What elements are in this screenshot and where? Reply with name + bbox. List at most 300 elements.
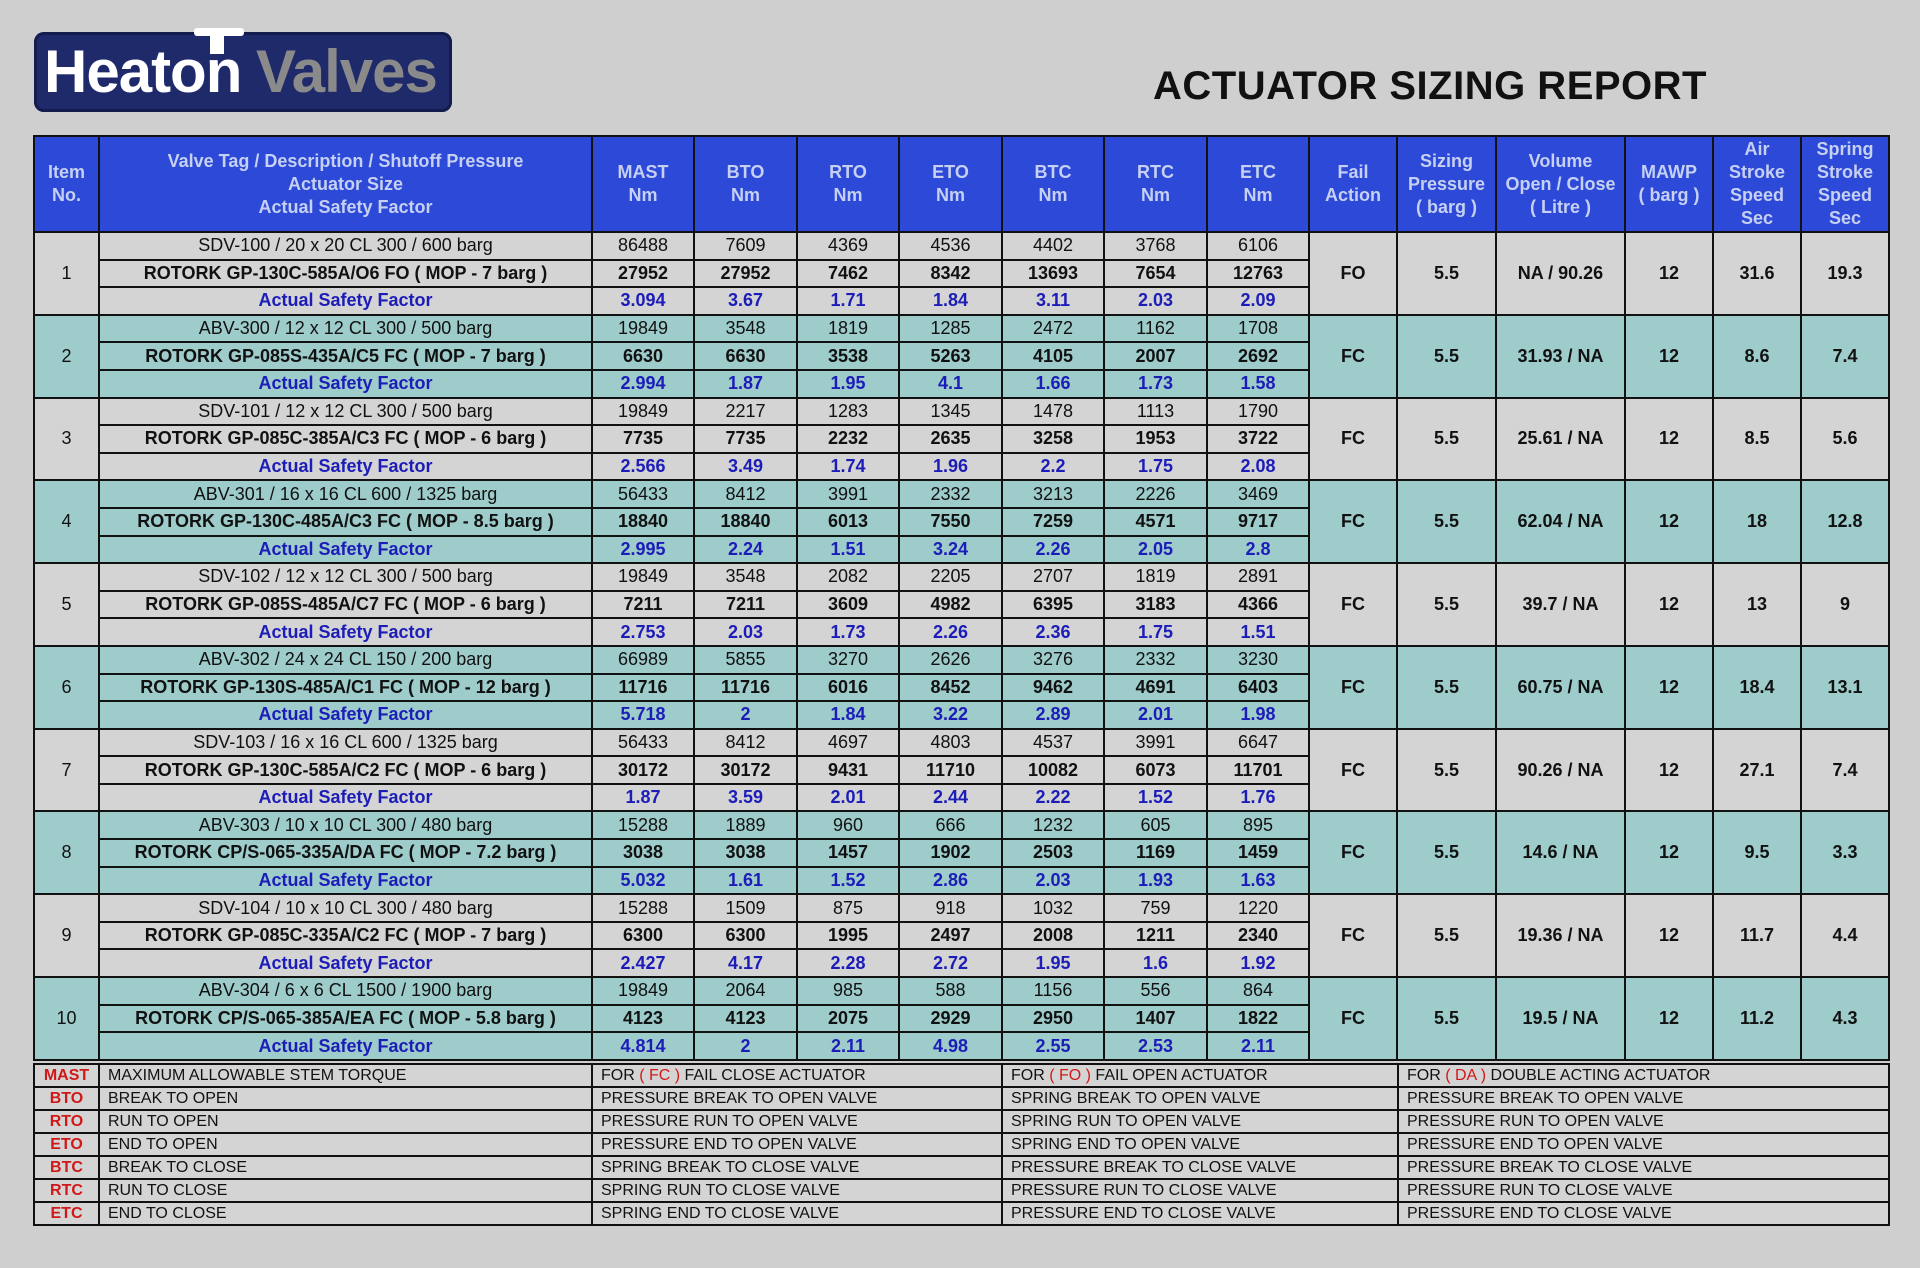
rto-actuator-torque: 2075: [797, 1005, 899, 1033]
valve-tag: ABV-302 / 24 x 24 CL 150 / 200 barg: [99, 646, 592, 674]
fail-action: FC: [1309, 563, 1397, 646]
btc-safety-factor: 2.26: [1002, 536, 1104, 564]
rto-safety-factor: 1.95: [797, 370, 899, 398]
sizing-pressure: 5.5: [1397, 729, 1496, 812]
mawp: 12: [1625, 811, 1713, 894]
legend-da-item: PRESSURE BREAK TO CLOSE VALVE: [1398, 1156, 1889, 1179]
bto-actuator-torque: 6630: [694, 342, 797, 370]
mast-actuator-torque: 4123: [592, 1005, 694, 1033]
bto-value: 3548: [694, 563, 797, 591]
header-line: RTC: [1137, 162, 1174, 182]
air-stroke-speed: 18.4: [1713, 646, 1801, 729]
actuator-size: ROTORK GP-085S-485A/C7 FC ( MOP - 6 barg ): [99, 591, 592, 619]
header-line: Sec: [1740, 208, 1774, 228]
header-line: Nm: [1140, 185, 1170, 205]
btc-actuator-torque: 2008: [1002, 922, 1104, 950]
header-spring-stroke-speed: [1801, 136, 1889, 232]
actuator-sizing-table: [33, 135, 1890, 1061]
etc-safety-factor: 1.92: [1207, 949, 1309, 977]
rtc-safety-factor: 1.6: [1104, 949, 1207, 977]
etc-value: 864: [1207, 977, 1309, 1005]
btc-safety-factor: 2.89: [1002, 701, 1104, 729]
mast-safety-factor: 3.094: [592, 287, 694, 315]
rtc-actuator-torque: 1211: [1104, 922, 1207, 950]
item-number: 6: [34, 646, 99, 729]
actuator-size: ROTORK GP-085C-335A/C2 FC ( MOP - 7 barg ): [99, 922, 592, 950]
rtc-actuator-torque: 1407: [1104, 1005, 1207, 1033]
eto-actuator-torque: 5263: [899, 342, 1002, 370]
header-sizing-pressure: [1397, 136, 1496, 232]
header-line: Spring: [1816, 139, 1874, 159]
mawp: 12: [1625, 646, 1713, 729]
actuator-size: ROTORK GP-130C-485A/C3 FC ( MOP - 8.5 barg ): [99, 508, 592, 536]
sizing-pressure: 5.5: [1397, 894, 1496, 977]
eto-safety-factor: 1.84: [899, 287, 1002, 315]
air-stroke-speed: 13: [1713, 563, 1801, 646]
item-number: 3: [34, 398, 99, 481]
sizing-pressure: 5.5: [1397, 232, 1496, 315]
legend-row: [34, 1202, 1889, 1225]
legend-head-code: ( FO ): [1049, 1066, 1091, 1084]
bto-actuator-torque: 6300: [694, 922, 797, 950]
mast-value: 66989: [592, 646, 694, 674]
etc-value: 895: [1207, 811, 1309, 839]
legend-row: [34, 1110, 1889, 1133]
mast-safety-factor: 2.994: [592, 370, 694, 398]
rtc-actuator-torque: 3183: [1104, 591, 1207, 619]
mast-safety-factor: 4.814: [592, 1032, 694, 1060]
etc-value: 6106: [1207, 232, 1309, 260]
btc-value: 1032: [1002, 894, 1104, 922]
bto-actuator-torque: 7211: [694, 591, 797, 619]
actuator-size: ROTORK GP-130S-485A/C1 FC ( MOP - 12 barg ): [99, 674, 592, 702]
header-rto: [797, 136, 899, 232]
safety-factor-label: Actual Safety Factor: [99, 618, 592, 646]
item-number: 9: [34, 894, 99, 977]
eto-safety-factor: 3.22: [899, 701, 1002, 729]
rtc-actuator-torque: 4691: [1104, 674, 1207, 702]
btc-value: 1232: [1002, 811, 1104, 839]
header-line: Pressure: [1407, 173, 1486, 194]
bto-value: 2064: [694, 977, 797, 1005]
rtc-value: 605: [1104, 811, 1207, 839]
header-btc: [1002, 136, 1104, 232]
rtc-value: 556: [1104, 977, 1207, 1005]
mawp: 12: [1625, 480, 1713, 563]
legend-code: ETC: [34, 1202, 99, 1225]
legend-head-prefix: FOR: [1011, 1066, 1050, 1084]
btc-value: 2472: [1002, 315, 1104, 343]
header-mast: [592, 136, 694, 232]
mast-safety-factor: 5.718: [592, 701, 694, 729]
item-number: 4: [34, 480, 99, 563]
rto-value: 960: [797, 811, 899, 839]
header-line: Air: [1744, 139, 1770, 159]
sizing-pressure: 5.5: [1397, 315, 1496, 398]
eto-actuator-torque: 4982: [899, 591, 1002, 619]
header-line: RTO: [829, 162, 867, 182]
volume-open-close: 62.04 / NA: [1496, 480, 1625, 563]
rto-value: 2082: [797, 563, 899, 591]
header-line: Open / Close: [1505, 173, 1616, 194]
legend-meaning: RUN TO OPEN: [99, 1110, 592, 1133]
legend-fc-item: SPRING END TO CLOSE VALVE: [592, 1202, 1002, 1225]
valve-tag: ABV-301 / 16 x 16 CL 600 / 1325 barg: [99, 480, 592, 508]
header-line: MAST: [617, 162, 669, 182]
bto-safety-factor: 2.03: [694, 618, 797, 646]
etc-value: 3230: [1207, 646, 1309, 674]
mast-safety-factor: 2.753: [592, 618, 694, 646]
eto-actuator-torque: 8452: [899, 674, 1002, 702]
etc-safety-factor: 1.98: [1207, 701, 1309, 729]
eto-safety-factor: 3.24: [899, 536, 1002, 564]
mast-actuator-torque: 6630: [592, 342, 694, 370]
eto-value: 2205: [899, 563, 1002, 591]
bto-actuator-torque: 30172: [694, 756, 797, 784]
mast-value: 19849: [592, 398, 694, 426]
bto-value: 7609: [694, 232, 797, 260]
mast-value: 19849: [592, 315, 694, 343]
btc-actuator-torque: 10082: [1002, 756, 1104, 784]
btc-value: 3213: [1002, 480, 1104, 508]
mawp: 12: [1625, 729, 1713, 812]
eto-actuator-torque: 11710: [899, 756, 1002, 784]
actuator-size: ROTORK GP-130C-585A/C2 FC ( MOP - 6 barg ): [99, 756, 592, 784]
header-fail-action: [1309, 136, 1397, 232]
legend-fo-item: SPRING BREAK TO OPEN VALVE: [1002, 1087, 1398, 1110]
air-stroke-speed: 18: [1713, 480, 1801, 563]
rto-safety-factor: 1.71: [797, 287, 899, 315]
legend-fo-item: SPRING END TO OPEN VALVE: [1002, 1133, 1398, 1156]
spring-stroke-speed: 4.4: [1801, 894, 1889, 977]
rto-value: 4697: [797, 729, 899, 757]
legend-meaning: RUN TO CLOSE: [99, 1179, 592, 1202]
etc-actuator-torque: 2692: [1207, 342, 1309, 370]
legend-row: [34, 1156, 1889, 1179]
sizing-pressure: 5.5: [1397, 398, 1496, 481]
bto-value: 1509: [694, 894, 797, 922]
header-line: ( barg ): [1416, 196, 1477, 217]
legend-da-head: [1398, 1064, 1889, 1087]
fail-action: FC: [1309, 646, 1397, 729]
bto-safety-factor: 4.17: [694, 949, 797, 977]
legend-code: BTC: [34, 1156, 99, 1179]
safety-factor-label: Actual Safety Factor: [99, 867, 592, 895]
eto-value: 4536: [899, 232, 1002, 260]
legend-body: [34, 1064, 1889, 1225]
mast-safety-factor: 5.032: [592, 867, 694, 895]
header-line: ( Litre ): [1530, 196, 1591, 217]
header-line: Nm: [628, 185, 658, 205]
volume-open-close: 19.36 / NA: [1496, 894, 1625, 977]
etc-actuator-torque: 12763: [1207, 260, 1309, 288]
table-row: [34, 398, 1889, 426]
bto-actuator-torque: 4123: [694, 1005, 797, 1033]
rto-value: 3270: [797, 646, 899, 674]
legend-fo-item: PRESSURE END TO CLOSE VALVE: [1002, 1202, 1398, 1225]
table-row: [34, 232, 1889, 260]
btc-actuator-torque: 13693: [1002, 260, 1104, 288]
rto-safety-factor: 2.28: [797, 949, 899, 977]
legend-code: BTO: [34, 1087, 99, 1110]
btc-value: 3276: [1002, 646, 1104, 674]
item-number: 1: [34, 232, 99, 315]
btc-safety-factor: 2.55: [1002, 1032, 1104, 1060]
safety-factor-label: Actual Safety Factor: [99, 536, 592, 564]
rtc-actuator-torque: 2007: [1104, 342, 1207, 370]
volume-open-close: 25.61 / NA: [1496, 398, 1625, 481]
header-line: ( barg ): [1638, 185, 1700, 205]
rtc-actuator-torque: 4571: [1104, 508, 1207, 536]
legend-da-item: PRESSURE RUN TO OPEN VALVE: [1398, 1110, 1889, 1133]
mast-value: 15288: [592, 811, 694, 839]
safety-factor-label: Actual Safety Factor: [99, 784, 592, 812]
etc-safety-factor: 2.8: [1207, 536, 1309, 564]
rto-safety-factor: 1.74: [797, 453, 899, 481]
btc-actuator-torque: 7259: [1002, 508, 1104, 536]
eto-actuator-torque: 2929: [899, 1005, 1002, 1033]
eto-safety-factor: 1.96: [899, 453, 1002, 481]
btc-safety-factor: 2.2: [1002, 453, 1104, 481]
valve-tag: ABV-300 / 12 x 12 CL 300 / 500 barg: [99, 315, 592, 343]
header-line: Stroke: [1816, 162, 1874, 182]
legend-head-code: ( FC ): [639, 1066, 681, 1084]
legend-head-code: ( DA ): [1445, 1066, 1487, 1084]
mast-actuator-torque: 7211: [592, 591, 694, 619]
etc-value: 1708: [1207, 315, 1309, 343]
rto-value: 3991: [797, 480, 899, 508]
air-stroke-speed: 27.1: [1713, 729, 1801, 812]
header-line: Stroke: [1728, 162, 1786, 182]
rto-safety-factor: 1.84: [797, 701, 899, 729]
air-stroke-speed: 11.7: [1713, 894, 1801, 977]
rtc-value: 1819: [1104, 563, 1207, 591]
bto-safety-factor: 1.61: [694, 867, 797, 895]
rto-safety-factor: 1.51: [797, 536, 899, 564]
company-logo: [34, 32, 452, 112]
air-stroke-speed: 9.5: [1713, 811, 1801, 894]
etc-actuator-torque: 2340: [1207, 922, 1309, 950]
btc-actuator-torque: 2503: [1002, 839, 1104, 867]
rto-value: 1819: [797, 315, 899, 343]
rtc-safety-factor: 1.93: [1104, 867, 1207, 895]
bto-value: 2217: [694, 398, 797, 426]
actuator-size: ROTORK CP/S-065-335A/DA FC ( MOP - 7.2 barg ): [99, 839, 592, 867]
legend-row: [34, 1133, 1889, 1156]
sizing-pressure: 5.5: [1397, 977, 1496, 1060]
rtc-safety-factor: 2.03: [1104, 287, 1207, 315]
rtc-actuator-torque: 1169: [1104, 839, 1207, 867]
etc-safety-factor: 2.08: [1207, 453, 1309, 481]
valve-tag: ABV-304 / 6 x 6 CL 1500 / 1900 barg: [99, 977, 592, 1005]
bto-actuator-torque: 11716: [694, 674, 797, 702]
legend-code: RTO: [34, 1110, 99, 1133]
header-bto: [694, 136, 797, 232]
header-line: Sizing: [1420, 150, 1473, 171]
table-row: [34, 977, 1889, 1005]
volume-open-close: 31.93 / NA: [1496, 315, 1625, 398]
valve-tag: SDV-102 / 12 x 12 CL 300 / 500 barg: [99, 563, 592, 591]
volume-open-close: 39.7 / NA: [1496, 563, 1625, 646]
spring-stroke-speed: 4.3: [1801, 977, 1889, 1060]
item-number: 5: [34, 563, 99, 646]
fail-action: FC: [1309, 315, 1397, 398]
btc-safety-factor: 2.22: [1002, 784, 1104, 812]
safety-factor-label: Actual Safety Factor: [99, 1032, 592, 1060]
eto-value: 4803: [899, 729, 1002, 757]
abbreviation-legend: [33, 1063, 1890, 1226]
header-line: Speed: [1817, 185, 1873, 205]
legend-row: [34, 1087, 1889, 1110]
bto-safety-factor: 1.87: [694, 370, 797, 398]
mast-safety-factor: 2.995: [592, 536, 694, 564]
fail-action: FC: [1309, 894, 1397, 977]
bto-safety-factor: 3.49: [694, 453, 797, 481]
legend-fc-item: PRESSURE BREAK TO OPEN VALVE: [592, 1087, 1002, 1110]
mast-value: 19849: [592, 563, 694, 591]
legend-fc-item: SPRING RUN TO CLOSE VALVE: [592, 1179, 1002, 1202]
fail-action: FC: [1309, 480, 1397, 563]
etc-safety-factor: 1.51: [1207, 618, 1309, 646]
legend-fc-item: PRESSURE END TO OPEN VALVE: [592, 1133, 1002, 1156]
eto-value: 666: [899, 811, 1002, 839]
eto-actuator-torque: 2635: [899, 425, 1002, 453]
rto-value: 4369: [797, 232, 899, 260]
rtc-value: 2332: [1104, 646, 1207, 674]
eto-value: 588: [899, 977, 1002, 1005]
header-line: Action: [1325, 185, 1381, 205]
mawp: 12: [1625, 315, 1713, 398]
table-row: [34, 811, 1889, 839]
rtc-safety-factor: 1.73: [1104, 370, 1207, 398]
spring-stroke-speed: 9: [1801, 563, 1889, 646]
spring-stroke-speed: 12.8: [1801, 480, 1889, 563]
btc-value: 2707: [1002, 563, 1104, 591]
rtc-value: 1113: [1104, 398, 1207, 426]
legend-head-prefix: FOR: [1407, 1066, 1446, 1084]
logo-word-valves: Valves: [256, 38, 437, 105]
header-line: MAWP: [1641, 162, 1697, 182]
rto-actuator-torque: 7462: [797, 260, 899, 288]
eto-value: 2626: [899, 646, 1002, 674]
table-header-row: [34, 136, 1889, 232]
eto-value: 918: [899, 894, 1002, 922]
bto-actuator-torque: 27952: [694, 260, 797, 288]
spring-stroke-speed: 13.1: [1801, 646, 1889, 729]
fail-action: FC: [1309, 398, 1397, 481]
eto-actuator-torque: 1902: [899, 839, 1002, 867]
header-line: No.: [52, 185, 81, 205]
mast-actuator-torque: 6300: [592, 922, 694, 950]
mast-actuator-torque: 11716: [592, 674, 694, 702]
etc-value: 6647: [1207, 729, 1309, 757]
bto-value: 5855: [694, 646, 797, 674]
etc-actuator-torque: 6403: [1207, 674, 1309, 702]
eto-value: 1285: [899, 315, 1002, 343]
sizing-pressure: 5.5: [1397, 646, 1496, 729]
eto-actuator-torque: 2497: [899, 922, 1002, 950]
header-line: Fail: [1337, 162, 1369, 182]
air-stroke-speed: 8.6: [1713, 315, 1801, 398]
rtc-safety-factor: 2.53: [1104, 1032, 1207, 1060]
btc-value: 4402: [1002, 232, 1104, 260]
fail-action: FO: [1309, 232, 1397, 315]
header-line: BTC: [1034, 162, 1072, 182]
legend-fc-item: SPRING BREAK TO CLOSE VALVE: [592, 1156, 1002, 1179]
bto-safety-factor: 3.67: [694, 287, 797, 315]
volume-open-close: 90.26 / NA: [1496, 729, 1625, 812]
etc-value: 1790: [1207, 398, 1309, 426]
fail-action: FC: [1309, 977, 1397, 1060]
mast-actuator-torque: 7735: [592, 425, 694, 453]
mawp: 12: [1625, 563, 1713, 646]
etc-safety-factor: 2.11: [1207, 1032, 1309, 1060]
rtc-safety-factor: 1.75: [1104, 618, 1207, 646]
rtc-value: 759: [1104, 894, 1207, 922]
etc-safety-factor: 1.76: [1207, 784, 1309, 812]
btc-actuator-torque: 2950: [1002, 1005, 1104, 1033]
mast-actuator-torque: 18840: [592, 508, 694, 536]
legend-head-title: FAIL CLOSE ACTUATOR: [680, 1066, 866, 1084]
header-line: Actuator Size: [287, 173, 404, 194]
legend-fc-item: PRESSURE RUN TO OPEN VALVE: [592, 1110, 1002, 1133]
safety-factor-label: Actual Safety Factor: [99, 949, 592, 977]
bto-safety-factor: 3.59: [694, 784, 797, 812]
btc-safety-factor: 1.95: [1002, 949, 1104, 977]
legend-da-item: PRESSURE RUN TO CLOSE VALVE: [1398, 1179, 1889, 1202]
header-eto: [899, 136, 1002, 232]
etc-value: 2891: [1207, 563, 1309, 591]
bto-value: 3548: [694, 315, 797, 343]
rto-value: 985: [797, 977, 899, 1005]
rto-actuator-torque: 6013: [797, 508, 899, 536]
header-mawp: [1625, 136, 1713, 232]
legend-meaning: BREAK TO CLOSE: [99, 1156, 592, 1179]
bto-actuator-torque: 7735: [694, 425, 797, 453]
btc-safety-factor: 1.66: [1002, 370, 1104, 398]
rto-actuator-torque: 9431: [797, 756, 899, 784]
legend-da-item: PRESSURE END TO CLOSE VALVE: [1398, 1202, 1889, 1225]
bto-value: 8412: [694, 480, 797, 508]
bto-value: 8412: [694, 729, 797, 757]
legend-row: [34, 1064, 1889, 1087]
legend-fo-item: PRESSURE RUN TO CLOSE VALVE: [1002, 1179, 1398, 1202]
actuator-size: ROTORK GP-085S-435A/C5 FC ( MOP - 7 barg ): [99, 342, 592, 370]
legend-fo-head: [1002, 1064, 1398, 1087]
eto-actuator-torque: 7550: [899, 508, 1002, 536]
rtc-safety-factor: 2.05: [1104, 536, 1207, 564]
valve-tag: ABV-303 / 10 x 10 CL 300 / 480 barg: [99, 811, 592, 839]
legend-fo-item: PRESSURE BREAK TO CLOSE VALVE: [1002, 1156, 1398, 1179]
header-line: Volume: [1528, 150, 1593, 171]
legend-fc-head: [592, 1064, 1002, 1087]
legend-code: RTC: [34, 1179, 99, 1202]
mast-safety-factor: 2.427: [592, 949, 694, 977]
header-line: Valve Tag / Description / Shutoff Pressure: [167, 150, 524, 171]
etc-safety-factor: 1.63: [1207, 867, 1309, 895]
header-line: ETO: [932, 162, 969, 182]
eto-value: 1345: [899, 398, 1002, 426]
eto-safety-factor: 2.72: [899, 949, 1002, 977]
eto-value: 2332: [899, 480, 1002, 508]
safety-factor-label: Actual Safety Factor: [99, 287, 592, 315]
eto-safety-factor: 4.1: [899, 370, 1002, 398]
mast-value: 56433: [592, 729, 694, 757]
bto-safety-factor: 2.24: [694, 536, 797, 564]
safety-factor-label: Actual Safety Factor: [99, 701, 592, 729]
air-stroke-speed: 8.5: [1713, 398, 1801, 481]
legend-meaning: END TO OPEN: [99, 1133, 592, 1156]
